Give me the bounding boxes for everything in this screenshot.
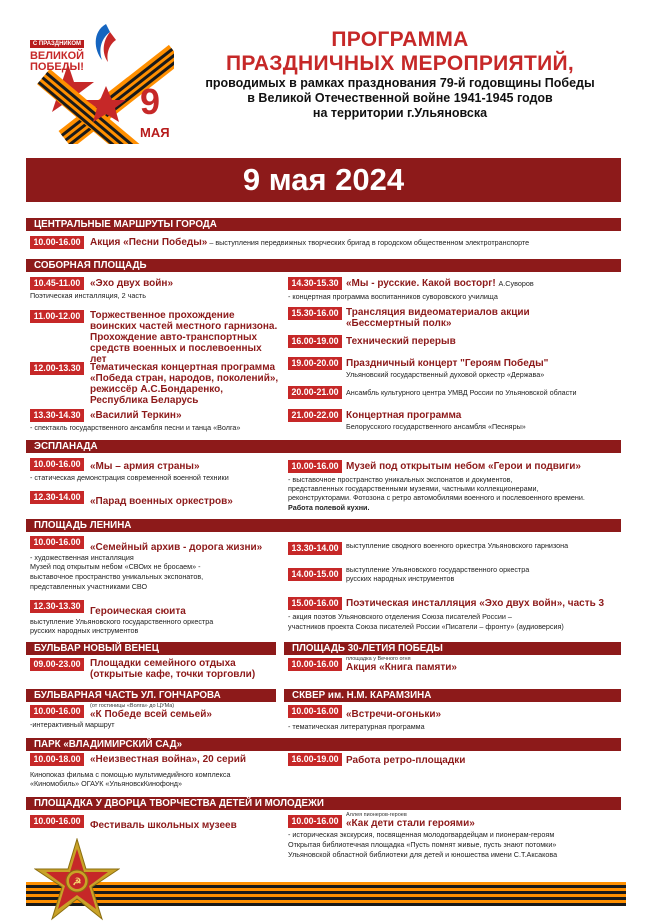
pl30-title: Акция «Книга памяти» [346,662,457,673]
sob-r-title-0: «Мы - русские. Какой восторг! [346,278,496,289]
sob-l-title-2: Тематическая концертная программа «Победа стран, народов, поколений», режиссёр А.С.Бондаренко, Республика Беларусь [90,362,279,406]
bulvar-title: Площадки семейного отдыха (открытые кафе, точки торговли) [90,658,256,680]
dv-l-title: Фестиваль школьных музеев [90,820,237,831]
park-r-title: Работа ретро-площадки [346,755,466,766]
sob-r-author-0: А.Суворов [498,279,534,288]
section-park: ПАРК «ВЛАДИМИРСКИЙ САД» [26,738,621,751]
sob-r-time-2: 16.00-19.00 [288,335,342,348]
len-l-desc1-0: - художественная инсталляция [30,553,134,562]
esp-r-title: Музей под открытым небом «Герои и подвиги» [346,461,581,472]
sob-r-time-4: 20.00-21.00 [288,386,342,399]
sob-l-title-1: Торжественное прохождение воинских частей местного гарнизона. Прохождение авто-транспортных средств военных и послевоенных лет [90,310,278,365]
esp-l-time-0: 10.00-16.00 [30,458,84,471]
central-title: Акция «Песни Победы» [90,237,208,248]
kar-title: «Встречи-огоньки» [346,709,442,720]
section-bulvar: БУЛЬВАР НОВЫЙ ВЕНЕЦ [26,642,276,655]
central-time: 10.00-16.00 [30,236,84,249]
dv-r-tag: Аллея пионеров-героев [346,812,407,818]
central-desc: – выступления передвижных творческих бригад в городском общественном электротранспорте [207,238,530,247]
len-r-desc1-1: выступление Ульяновского государственного оркестра [346,565,530,574]
sob-l-time-3: 13.30-14.30 [30,409,84,422]
esp-r-desc2: представленных государственными музеями, частными коллекционерами, [288,484,539,493]
pl30-tag: площадка у Вечного огня [346,656,411,662]
dv-l-time: 10.00-16.00 [30,815,84,828]
sob-l-desc-3: - спектакль государственного ансамбля песни и танца «Волга» [30,423,241,432]
central-event [90,237,630,248]
kar-desc: - тематическая литературная программа [288,722,425,731]
park-l-time: 10.00-18.00 [30,753,84,766]
len-r-desc1-2: - акция поэтов Ульяновского отделения Союза писателей России – [288,612,512,621]
logo-line2: ВЕЛИКОЙ [29,50,85,62]
logo-line3: ПОБЕДЫ! [30,61,84,73]
park-r-time: 16.00-19.00 [288,753,342,766]
section-karamzin: СКВЕР им. Н.М. КАРАМЗИНА [284,689,621,702]
date-banner: 9 мая 2024 [26,158,621,202]
len-r-desc1-0: выступление сводного военного оркестра Ульяновского гарнизона [346,541,569,550]
bulvar-time: 09.00-23.00 [30,658,84,671]
program-title [180,28,620,121]
esp-l-desc-0: - статическая демонстрация современной военной техники [30,473,229,482]
len-l-desc4-0: представленных участниками СВО [30,582,148,591]
len-l-desc3-0: выставочное пространство уникальных экспонатов, [30,572,204,581]
svg-text:☭: ☭ [72,877,82,888]
sob-l-time-0: 10.45-11.00 [30,277,84,290]
len-l-desc2-1: русских народных инструментов [30,626,139,635]
sob-l-title-3: «Василий Теркин» [90,410,182,421]
title-sub1: проводимых в рамках празднования 79-й годовщины Победы [205,76,595,90]
len-r-desc2-2: участников проекта Союза писателей России «Писатели – фронту» (аудиоверсия) [288,622,564,631]
len-l-time-0: 10.00-16.00 [30,536,84,549]
sob-r-time-5: 21.00-22.00 [288,409,342,422]
sob-r-desc-3: Ульяновский государственный духовой оркестр «Держава» [346,370,545,379]
section-pl30: ПЛОЩАДЬ 30-ЛЕТИЯ ПОБЕДЫ [284,642,621,655]
order-patriotic-war-icon [34,838,120,924]
esp-r-desc4: Работа полевой кухни. [288,503,370,512]
section-central: ЦЕНТРАЛЬНЫЕ МАРШРУТЫ ГОРОДА [26,218,621,231]
section-lenin: ПЛОЩАДЬ ЛЕНИНА [26,519,621,532]
gon-title: «К Победе всей семьей» [90,709,212,720]
kar-time: 10.00-16.00 [288,705,342,718]
park-l-title: «Неизвестная война», 20 серий [90,754,247,765]
gon-tag: (от гостиницы «Волга» до ЦУМа) [90,703,175,709]
logo-may: МАЯ [140,125,170,140]
section-esplanada: ЭСПЛАНАДА [26,440,621,453]
esp-r-desc1: - выставочное пространство уникальных экспонатов и документов, [288,475,513,484]
gon-desc: -интерактивный маршрут [30,720,115,729]
len-r-time-0: 13.30-14.00 [288,542,342,555]
sob-r-title-1: Трансляция видеоматериалов акции «Бессмертный полк» [346,307,530,329]
esp-r-time: 10.00-16.00 [288,460,342,473]
sob-r-event-0 [346,278,626,289]
esp-l-title-1: «Парад военных оркестров» [90,496,233,507]
gon-time: 10.00-16.00 [30,705,84,718]
len-r-desc2-1: русских народных инструментов [346,574,455,583]
sob-l-time-2: 12.00-13.30 [30,362,84,375]
len-l-time-1: 12.30-13.30 [30,600,84,613]
len-r-time-1: 14.00-15.00 [288,568,342,581]
sob-l-time-1: 11.00-12.00 [30,310,84,323]
dv-r-desc3: Ульяновской областной библиотеки для детей и юношества имени С.Т.Аксакова [288,850,558,859]
svg-text:9: 9 [140,81,161,122]
sob-r-desc-4: Ансамбль культурного центра УМВД России по Ульяновской области [346,388,577,397]
section-dvorec: ПЛОЩАДКА У ДВОРЦА ТВОРЧЕСТВА ДЕТЕЙ И МОЛОДЕЖИ [26,797,621,810]
dv-r-time: 10.00-16.00 [288,815,342,828]
title-line1: ПРОГРАММА [331,28,469,51]
park-l-desc1: Кинопоказ фильма с помощью мультимедийного комплекса [30,770,231,779]
dv-r-desc2: Открытая библиотечная площадка «Пусть помнят живые, пусть знают потомки» [288,840,557,849]
sob-r-title-5: Концертная программа [346,410,462,421]
logo-caption [22,32,92,73]
title-sub2: в Великой Отечественной войне 1941-1945 годов [247,91,553,105]
dv-r-title: «Как дети стали героями» [346,818,475,829]
sob-l-desc-0: Поэтическая инсталляция, 2 часть [30,291,146,300]
sob-r-title-3: Праздничный концерт "Героям Победы" [346,358,549,369]
len-r-time-2: 15.00-16.00 [288,597,342,610]
sob-r-time-0: 14.30-15.30 [288,277,342,290]
park-l-desc2: «Киномобиль» ОГАУК «УльяновскКинофонд» [30,779,182,788]
title-line2: ПРАЗДНИЧНЫХ МЕРОПРИЯТИЙ, [225,52,575,75]
esp-r-desc3: реконструкторами. Фотозона с ретро автомобилями военного и послевоенного времени. [288,493,585,502]
logo-line1: С ПРАЗДНИКОМ [30,40,84,48]
len-l-desc2-0: Музей под открытым небом «СВОих не бросаем» - [30,562,201,571]
sob-r-time-3: 19.00-20.00 [288,357,342,370]
section-goncharova: БУЛЬВАРНАЯ ЧАСТЬ УЛ. ГОНЧАРОВА [26,689,276,702]
sob-r-time-1: 15.30-16.00 [288,307,342,320]
title-sub3: на территории г.Ульяновска [312,106,488,120]
sob-r-desc-5: Белорусского государственного ансамбля «Песняры» [346,422,526,431]
esp-l-title-0: «Мы – армия страны» [90,461,200,472]
dv-r-desc1: - историческая экскурсия, посвященная молодогвардейцам и пионерам-героям [288,830,555,839]
sob-r-desc-0: - концертная программа воспитанников суворовского училища [288,292,498,301]
pl30-time: 10.00-16.00 [288,658,342,671]
sob-l-title-0: «Эхо двух войн» [90,278,174,289]
len-l-title-1: Героическая сюита [90,606,186,617]
sob-r-title-2: Технический перерыв [346,336,456,347]
section-sobornaya: СОБОРНАЯ ПЛОЩАДЬ [26,259,621,272]
len-r-title-2: Поэтическая инсталляция «Эхо двух войн», часть 3 [346,598,605,609]
len-l-title-0: «Семейный архив - дорога жизни» [90,542,263,553]
len-l-desc1-1: выступление Ульяновского государственного оркестра [30,617,214,626]
esp-l-time-1: 12.30-14.00 [30,491,84,504]
